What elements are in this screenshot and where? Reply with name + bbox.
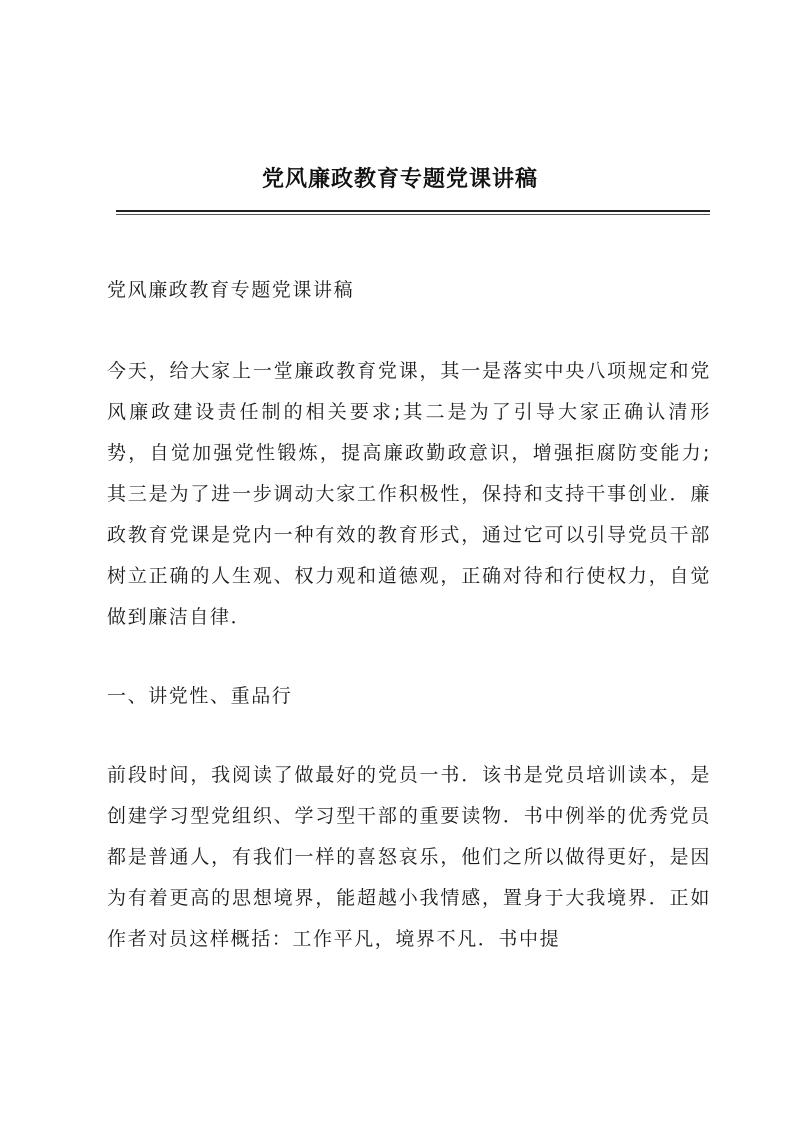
title-divider-thin <box>116 214 710 215</box>
document-subtitle: 党风廉政教育专题党课讲稿 <box>107 279 355 301</box>
page-title: 党风廉政教育专题党课讲稿 <box>261 166 538 192</box>
title-divider <box>116 210 710 212</box>
document-body <box>107 270 711 960</box>
section-heading: 一、讲党性、重品行 <box>107 685 293 707</box>
intro-paragraph: 今天，给大家上一堂廉政教育党课，其一是落实中央八项规定和党风廉政建设责任制的相关要求;其二是为了引导大家正确认清形势，自觉加强党性锻炼，提高廉政勤政意识，增强拒腐防变能力;其三是为了进一步调动大家工作积极性，保持和支持干事创业．廉政教育党课是党内一种有效的教育形式，通过它可以引导党员干部树立正确的人生观、权力观和道德观，正确对待和行使权力，自觉做到廉洁自律． <box>107 360 711 628</box>
body-paragraph: 前段时间，我阅读了做最好的党员一书．该书是党员培训读本，是创建学习型党组织、学习型干部的重要读物．书中例举的优秀党员都是普通人，有我们一样的喜怒哀乐，他们之所以做得更好，是因为有着更高的思想境界，能超越小我情感，置身于大我境界．正如作者对员这样概括：工作平凡，境界不凡．书中提 <box>107 764 711 950</box>
